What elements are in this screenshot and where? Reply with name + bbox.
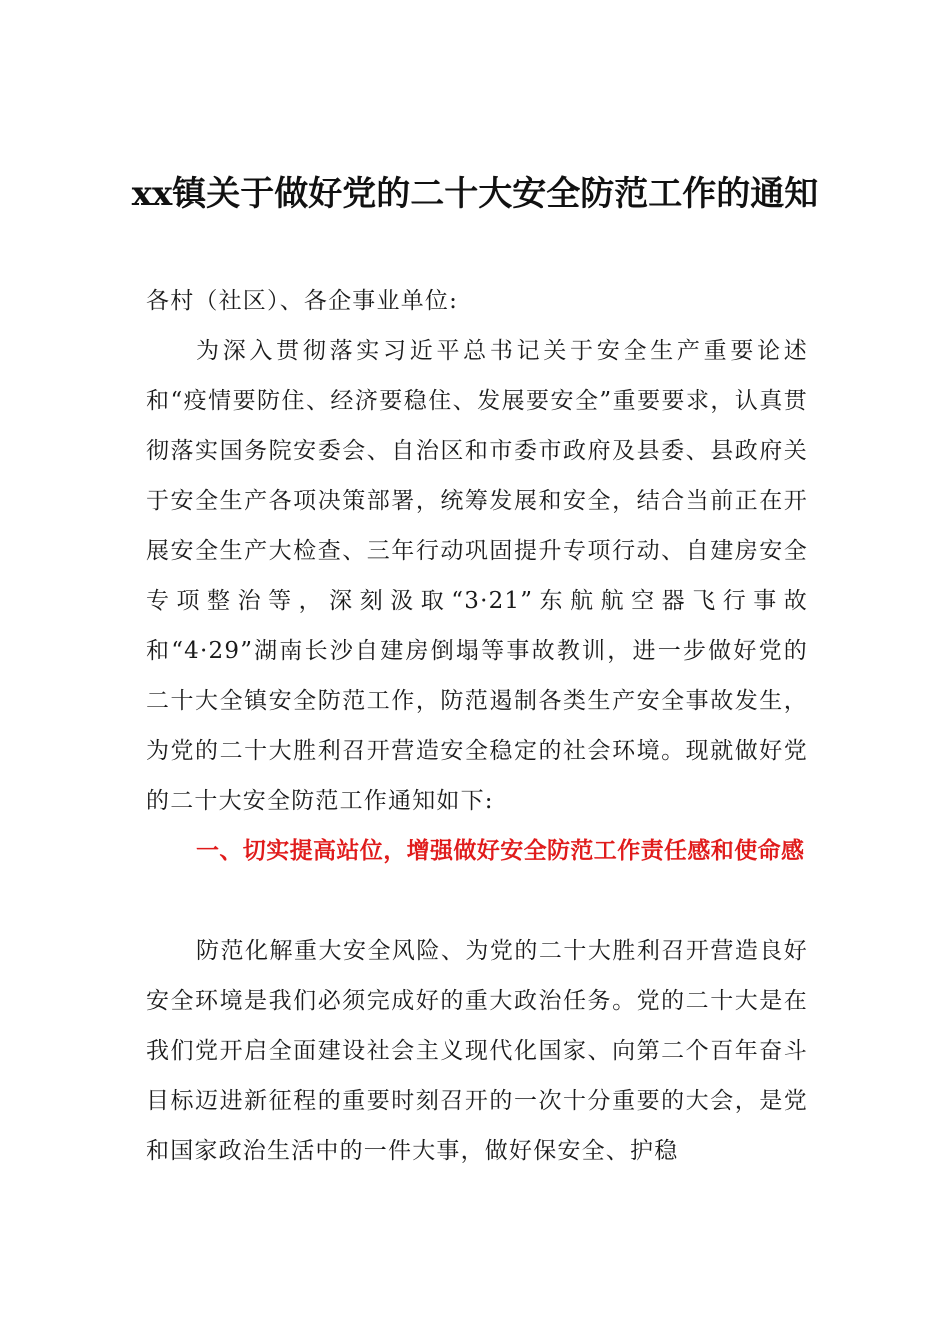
salutation: 各村（社区）、各企事业单位:	[146, 288, 459, 314]
document-title: xx镇关于做好党的二十大安全防范工作的通知	[131, 173, 819, 214]
section-heading-1: 一、切实提高站位，增强做好安全防范工作责任感和使命感	[196, 838, 805, 864]
body-paragraph-intro: 为深入贯彻落实习近平总书记关于安全生产重要论述和“疫情要防住、经济要稳住、发展要安全”重要要求，认真贯彻落实国务院安委会、自治区和市委市政府及县委、县政府关于安全生产各项决策部署，统筹发展和安全，结合当前正在开展安全生产大检查、三年行动巩固提升专项行动、自建房安全专项整治等，深刻汲取“3·21”东航航空器飞行事故和“4·29”湖南长沙自建房倒塌等事故教训，进一步做好党的二十大全镇安全防范工作，防范遏制各类生产安全事故发生，为党的二十大胜利召开营造安全稳定的社会环境。现就做好党的二十大安全防范工作通知如下:	[146, 338, 808, 814]
body-paragraph-section-1: 防范化解重大安全风险、为党的二十大胜利召开营造良好安全环境是我们必须完成好的重大政治任务。党的二十大是在我们党开启全面建设社会主义现代化国家、向第二个百年奋斗目标迈进新征程的重要时刻召开的一次十分重要的大会，是党和国家政治生活中的一件大事，做好保安全、护稳	[146, 938, 808, 1164]
